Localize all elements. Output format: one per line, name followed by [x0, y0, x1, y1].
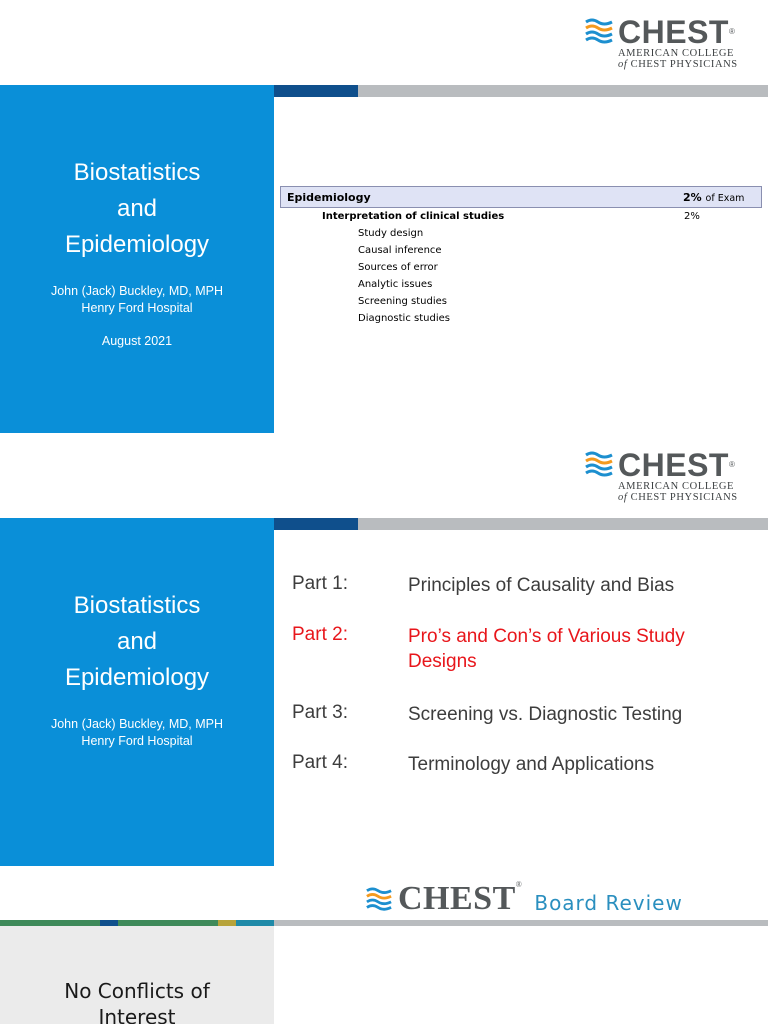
logo-line-2: of CHEST PHYSICIANS	[618, 492, 738, 503]
logo-line-1: AMERICAN COLLEGE	[618, 481, 735, 492]
chest-logo: CHEST® AMERICAN COLLEGE of CHEST PHYSICIANS	[584, 449, 738, 503]
presentation-date: August 2021	[101, 334, 173, 348]
table-row: Diagnostic studies	[358, 313, 450, 324]
deck-title: Biostatistics and Epidemiology	[64, 592, 210, 691]
part-row-active: Part 2: Pro’s and Con’s of Various Study Designs	[292, 624, 685, 672]
deck-title: Biostatistics and Epidemiology	[64, 159, 210, 258]
table-row: Study design	[358, 228, 424, 239]
author-block: John (Jack) Buckley, MD, MPH Henry Ford Hospital	[50, 717, 224, 748]
table-header: Epidemiology 2% of Exam	[280, 186, 762, 208]
chest-waves-icon	[584, 451, 614, 479]
slide-2	[0, 433, 768, 866]
chest-board-review-logo: CHEST® Board Review	[364, 880, 683, 918]
board-review-label: Board Review	[534, 891, 683, 915]
slide-title: No Conflicts of Interest	[64, 979, 210, 1024]
table-row: Analytic issues	[358, 279, 433, 290]
logo-word: CHEST	[618, 447, 729, 483]
table-row: Screening studies	[358, 296, 447, 307]
part-row: Part 4: Terminology and Applications	[292, 752, 655, 775]
table-subheader: Interpretation of clinical studies 2%	[322, 211, 700, 222]
slide-1	[0, 0, 768, 433]
author-block: John (Jack) Buckley, MD, MPH Henry Ford Hospital	[50, 284, 224, 315]
part-row: Part 3: Screening vs. Diagnostic Testing	[292, 702, 683, 725]
part-row: Part 1: Principles of Causality and Bias	[292, 573, 675, 596]
slide-3	[0, 866, 768, 1024]
chest-waves-icon	[364, 887, 394, 913]
header-stripe	[0, 85, 768, 97]
logo-line-1: AMERICAN COLLEGE	[618, 48, 735, 59]
chest-waves-icon	[584, 18, 614, 46]
logo-word: CHEST	[618, 14, 729, 50]
title-panel	[0, 97, 274, 433]
header-stripe	[0, 518, 768, 530]
table-row: Sources of error	[358, 262, 438, 273]
table-row: Causal inference	[358, 245, 442, 256]
title-panel	[0, 530, 274, 866]
chest-logo: CHEST® AMERICAN COLLEGE of CHEST PHYSICIANS	[584, 16, 738, 70]
logo-word: CHEST	[398, 880, 516, 917]
epidemiology-table	[280, 186, 762, 327]
logo-line-2: of CHEST PHYSICIANS	[618, 59, 738, 70]
